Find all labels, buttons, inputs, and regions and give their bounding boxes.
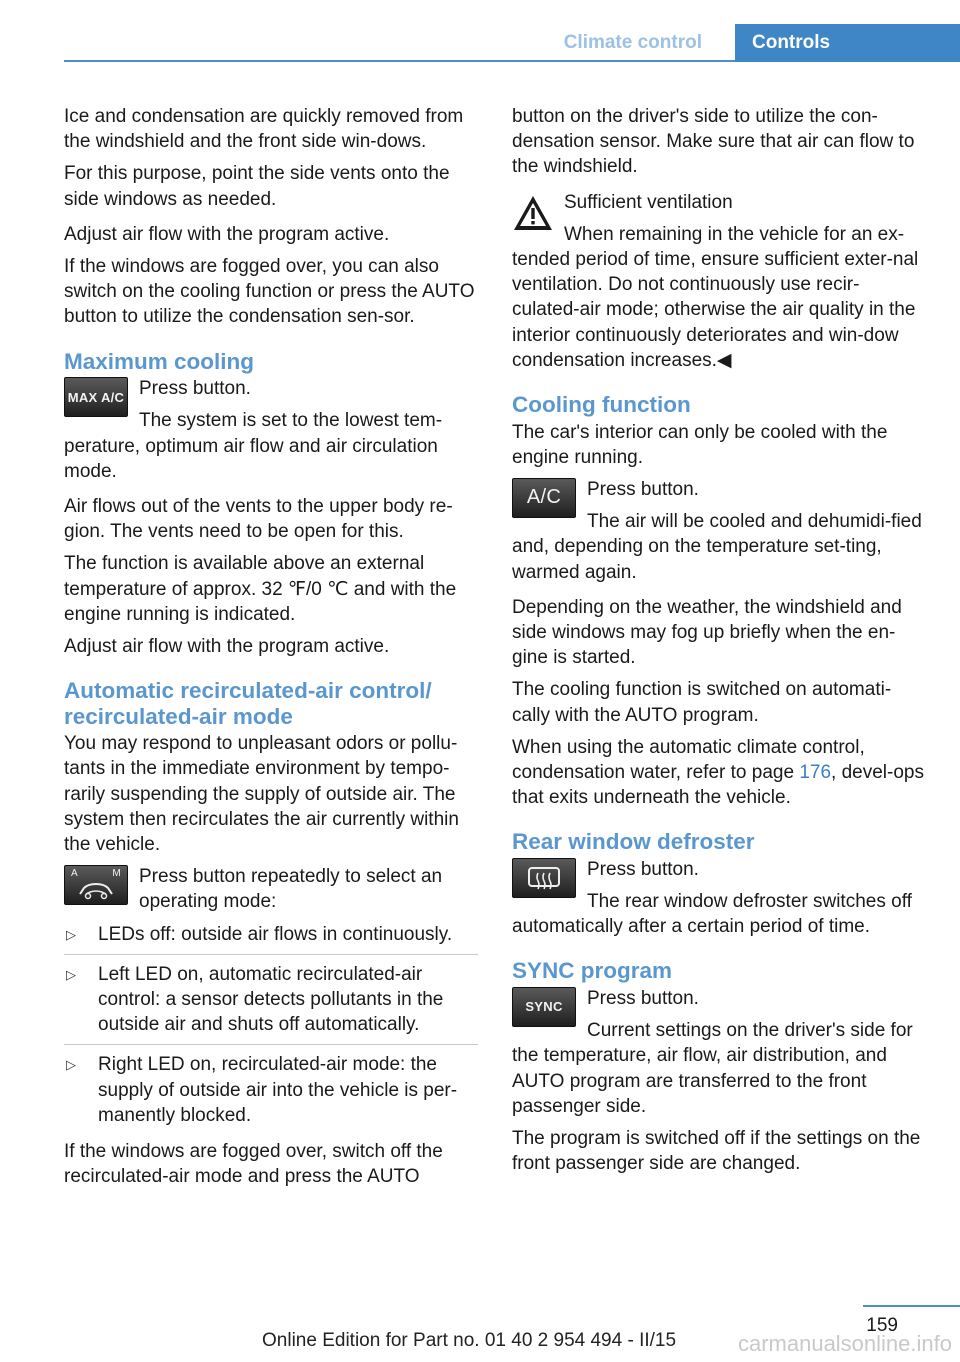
- paragraph: Ice and condensation are quickly removed from the windshield and the front side win‐dows.: [64, 106, 464, 153]
- paragraph: button on the driver's side to utilize the con‐densation sensor. Make sure that air can flow to the windshield.: [512, 106, 915, 178]
- instruction-line: Press button.: [139, 378, 251, 400]
- paragraph: The cooling function is switched on automati‐cally with the AUTO program.: [512, 679, 892, 726]
- rear-defroster-instruction: [512, 857, 926, 940]
- heading-cooling-function: Cooling function: [512, 392, 691, 418]
- heading-rear-window-defroster: Rear window defroster: [512, 829, 755, 855]
- recirc-instruction: [64, 864, 478, 914]
- instruction-line: The air will be cooled and dehumidi‐fied and, depending on the temperature set‐ting, warmed again.: [512, 511, 922, 583]
- warning-triangle-icon: [512, 193, 554, 233]
- warning-text: When remaining in the vehicle for an ex‐tended period of time, ensure sufficient exter‐nal ventilation. Do not continuously use recir‐culated-air mode; otherwise the air quality in the interior continuously deteriorates and win‐dow condensation increases.◀: [512, 223, 919, 371]
- instruction-line: Press button.: [587, 987, 699, 1009]
- page-reference-link[interactable]: 176: [799, 761, 832, 783]
- operating-mode-list: [64, 922, 478, 1135]
- paragraph: When using the automatic climate control, condensation water, refer to page 176, devel‐ops that exits underneath the vehicle.: [512, 736, 924, 809]
- edition-footer: Online Edition for Part no. 01 40 2 954 494 - II/15: [262, 1330, 677, 1351]
- recirc-led-a: A: [71, 868, 78, 880]
- paragraph: The car's interior can only be cooled with the engine running.: [512, 421, 888, 468]
- paragraph: Depending on the weather, the windshield and side windows may fog up briefly when the en‐gine is started.: [512, 596, 902, 669]
- rear-defrost-icon: [526, 865, 562, 891]
- paragraph: You may respond to unpleasant odors or pollu‐tants in the immediate environment by tempo‐rarily suspending the supply of outside air. The system then recirculates the air currently within the vehicle.: [64, 733, 459, 855]
- instruction-line: The rear window defroster switches off automatically after a certain period of time.: [512, 891, 912, 938]
- paragraph: If the windows are fogged over, you can also switch on the cooling function or press the AUTO button to utilize the condensation sen‐sor.: [64, 256, 475, 328]
- watermark: carmanualsonline.info: [737, 1331, 952, 1356]
- paragraph: If the windows are fogged over, switch off the recirculated-air mode and press the AUTO: [64, 1141, 443, 1188]
- page-number: 159: [866, 1315, 898, 1336]
- recirc-led-m: M: [112, 868, 121, 880]
- instruction-line: Press button.: [587, 478, 699, 500]
- triangle-bullet-icon: ▷: [66, 1057, 76, 1073]
- heading-maximum-cooling: Maximum cooling: [64, 348, 255, 374]
- warning-title: Sufficient ventilation: [564, 191, 733, 213]
- left-column: [64, 104, 478, 1196]
- running-header: [64, 24, 960, 62]
- triangle-bullet-icon: ▷: [66, 966, 76, 982]
- ac-button-icon: A/C: [512, 478, 576, 518]
- warning-block: [512, 190, 926, 373]
- sync-button-icon: SYNC: [512, 987, 576, 1027]
- rear-defroster-button-icon: [512, 858, 576, 898]
- max-ac-instruction: [64, 376, 478, 484]
- sync-instruction: [512, 986, 926, 1119]
- header-chapter-tab: Controls: [735, 24, 960, 62]
- list-item: ▷ Right LED on, recirculated-air mode: the supply of outside air into the vehicle is per‐manently blocked.: [66, 1054, 458, 1126]
- ac-instruction: [512, 477, 926, 585]
- instruction-line: Current settings on the driver's side for the temperature, air flow, air distribution, and AUTO program are transferred to the front passenger side.: [512, 1020, 913, 1117]
- list-item: ▷ LEDs off: outside air flows in continuously.: [64, 922, 478, 955]
- header-section-title: Climate control: [563, 32, 702, 53]
- max-ac-button-icon: MAX A/C: [64, 377, 128, 417]
- car-recirculation-icon: [76, 880, 116, 900]
- heading-sync-program: SYNC program: [512, 958, 673, 984]
- paragraph: Adjust air flow with the program active.: [64, 223, 390, 245]
- right-column: [512, 104, 926, 1183]
- paragraph: The function is available above an external temperature of approx. 32 ℉/0 ℃ and with the engine running is indicated.: [64, 553, 457, 625]
- paragraph: The program is switched off if the settings on the front passenger side are changed.: [512, 1128, 921, 1175]
- paragraph: For this purpose, point the side vents onto the side windows as needed.: [64, 163, 450, 210]
- heading-recirculated-air: Automatic recirculated-air control/ recirculated-air mode: [64, 678, 432, 729]
- list-item: ▷ Left LED on, automatic recirculated-air control: a sensor detects pollutants in the outside air and shuts off automatically.: [64, 962, 478, 1046]
- page-number-rule: [863, 1305, 960, 1307]
- paragraph: Air flows out of the vents to the upper body re‐gion. The vents need to be open for this.: [64, 495, 453, 543]
- paragraph: Adjust air flow with the program active.: [64, 635, 390, 657]
- triangle-bullet-icon: ▷: [66, 926, 76, 942]
- instruction-line: The system is set to the lowest tem‐perature, optimum air flow and air circulation mode.: [64, 410, 443, 482]
- instruction-line: Press button.: [587, 858, 699, 880]
- instruction-line: Press button repeatedly to select an operating mode:: [139, 866, 443, 913]
- recirculation-button-icon: [64, 865, 128, 905]
